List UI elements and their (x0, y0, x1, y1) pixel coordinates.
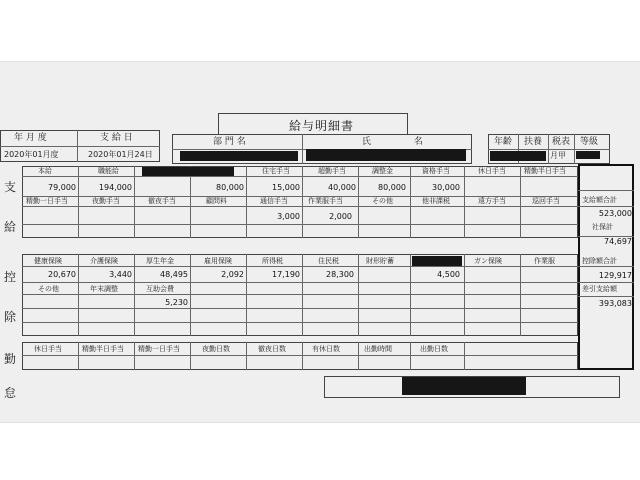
pay-label-overtime: 超勤手当 (318, 167, 346, 175)
grid-line (22, 282, 578, 283)
pay-label-night: 夜勤手当 (92, 197, 120, 205)
grid-line (464, 166, 465, 238)
payments-section-label-2: 給 (4, 220, 17, 234)
pay-label-full-day: 精勤一日手当 (26, 197, 68, 205)
grid-line (22, 322, 578, 323)
grid-line (358, 254, 359, 336)
grid-line (190, 254, 191, 336)
ded-label-cancer-insurance: ガン保険 (474, 257, 502, 265)
grid-line (246, 254, 247, 336)
insurance-total-label: 社保計 (592, 223, 613, 231)
pay-label-remote: 遠方手当 (478, 197, 506, 205)
period-value: 2020年01月度 (4, 150, 59, 159)
pay-label-work-clothes: 作業服手当 (308, 197, 343, 205)
grid-line (22, 206, 578, 207)
pay-label-half-day: 精勤半日手当 (524, 167, 566, 175)
totals-divider (578, 206, 634, 207)
att-label-holiday: 休日手当 (34, 345, 62, 353)
ded-label-other: その他 (38, 285, 59, 293)
pay-value-communication: 3,000 (277, 212, 300, 221)
att-label-full-day: 精勤一日手当 (138, 345, 180, 353)
grid-line (464, 254, 465, 336)
ded-label-savings: 財形貯蓄 (366, 257, 394, 265)
grid-line (190, 342, 191, 370)
grade-label: 等級 (580, 137, 599, 147)
totals-divider (578, 266, 634, 267)
grid-line (78, 254, 79, 336)
pay-label-qualification: 資格手当 (422, 167, 450, 175)
ded-label-work-clothes: 作業服 (534, 257, 555, 265)
grid-line (134, 166, 135, 238)
insurance-total-value: 74,697 (604, 237, 632, 246)
pay-value-overtime: 40,000 (328, 183, 356, 192)
ded-label-nursing: 介護保険 (90, 257, 118, 265)
grid-line (410, 166, 411, 238)
ded-value-health: 20,670 (48, 270, 76, 279)
redacted-grade (576, 151, 600, 159)
redacted-deduction-item (412, 256, 462, 266)
pay-value-base: 79,000 (48, 183, 76, 192)
header-divider (0, 146, 160, 147)
grid-line (22, 294, 578, 295)
grid-line (302, 342, 303, 370)
pay-total-value: 523,000 (598, 209, 632, 218)
totals-box (578, 164, 634, 370)
ded-label-employment: 雇用保険 (204, 257, 232, 265)
dependents-label: 扶養 (524, 137, 543, 147)
pay-label-skill: 職能給 (98, 167, 119, 175)
pay-label-base: 本給 (38, 167, 52, 175)
period-label: 年 月 度 (14, 133, 47, 143)
deductions-section-label-1: 控 (4, 270, 17, 284)
redacted-pay-item (142, 167, 234, 176)
pay-value-work-clothes: 2,000 (329, 212, 352, 221)
pay-value-housing: 15,000 (272, 183, 300, 192)
grid-line (246, 342, 247, 370)
dept-label: 部 門 名 (213, 137, 246, 147)
ded-total-value: 129,917 (598, 271, 632, 280)
pay-value-skill: 194,000 (98, 183, 132, 192)
grid-line (22, 308, 578, 309)
age-label: 年齢 (494, 137, 513, 147)
grid-line (190, 166, 191, 238)
grid-line (464, 342, 465, 370)
ded-total-label: 控除額合計 (582, 257, 617, 265)
document-title: 給与明細書 (289, 119, 355, 133)
ded-value-nursing: 3,440 (109, 270, 132, 279)
payments-section-label-1: 支 (4, 180, 17, 194)
payday-value: 2020年01月24日 (88, 150, 153, 159)
net-pay-label: 差引支給額 (582, 285, 617, 293)
tax-table-value: 月甲 (550, 151, 566, 160)
payday-label: 支 給 日 (100, 133, 133, 143)
redacted-employee-name (306, 149, 466, 161)
ded-value-employment: 2,092 (221, 270, 244, 279)
ded-value-pension: 48,495 (160, 270, 188, 279)
grid-line (22, 176, 578, 177)
grid-line (78, 166, 79, 238)
ded-label-mutual-aid: 互助会費 (146, 285, 174, 293)
grid-line (22, 224, 578, 225)
pay-total-label: 支給額合計 (582, 196, 617, 204)
net-pay-value: 393,083 (598, 299, 632, 308)
pay-value-qualification: 30,000 (432, 183, 460, 192)
header-divider (488, 149, 610, 150)
name-label: 氏 名 (362, 137, 443, 147)
ded-value-mutual-aid: 5,230 (165, 298, 188, 307)
ded-value-resident-tax: 28,300 (326, 270, 354, 279)
grid-line (410, 342, 411, 370)
pay-label-other: その他 (372, 197, 393, 205)
att-label-work-days: 出勤日数 (420, 345, 448, 353)
grid-line (22, 266, 578, 267)
totals-divider (578, 190, 634, 191)
totals-divider (578, 296, 634, 297)
redacted-department (180, 151, 298, 161)
redacted-company-stamp (402, 377, 526, 395)
grid-line (358, 342, 359, 370)
ded-label-year-end: 年末調整 (90, 285, 118, 293)
att-label-work-hours: 出勤時間 (364, 345, 392, 353)
deductions-section-label-2: 除 (4, 310, 17, 324)
ded-label-health: 健康保険 (34, 257, 62, 265)
grid-line (520, 166, 521, 238)
pay-label-holiday: 休日手当 (478, 167, 506, 175)
att-label-half-day: 精勤半日手当 (82, 345, 124, 353)
pay-label-patrol: 巡回手当 (532, 197, 560, 205)
attendance-section-label-1: 勤 (4, 352, 17, 366)
att-label-paid-leave: 有休日数 (312, 345, 340, 353)
ded-label-income-tax: 所得税 (262, 257, 283, 265)
attendance-section-label-2: 怠 (4, 386, 17, 400)
ded-value-item8: 4,500 (437, 270, 460, 279)
grid-line (302, 166, 303, 238)
pay-label-housing: 住宅手当 (262, 167, 290, 175)
grid-line (134, 342, 135, 370)
grid-line (22, 355, 578, 356)
pay-label-adjustment: 調整金 (372, 167, 393, 175)
pay-label-communication: 通信手当 (260, 197, 288, 205)
ded-label-pension: 厚生年金 (146, 257, 174, 265)
grid-line (410, 254, 411, 336)
att-label-allnight-days: 徹夜日数 (258, 345, 286, 353)
att-label-night-days: 夜勤日数 (202, 345, 230, 353)
pay-label-advisor: 顧問料 (206, 197, 227, 205)
pay-value-item4: 80,000 (216, 183, 244, 192)
ded-value-income-tax: 17,190 (272, 270, 300, 279)
pay-label-allnight: 徹夜手当 (148, 197, 176, 205)
totals-divider (578, 282, 634, 283)
tax-table-label: 税表 (552, 137, 571, 147)
redacted-age-dependents (490, 151, 546, 161)
ded-label-resident-tax: 住民税 (318, 257, 339, 265)
grid-line (246, 166, 247, 238)
pay-label-nontaxable: 他非課税 (422, 197, 450, 205)
grid-line (358, 166, 359, 238)
grid-line (520, 254, 521, 336)
grid-line (302, 254, 303, 336)
grid-line (134, 254, 135, 336)
grid-line (78, 342, 79, 370)
pay-value-adjustment: 80,000 (378, 183, 406, 192)
